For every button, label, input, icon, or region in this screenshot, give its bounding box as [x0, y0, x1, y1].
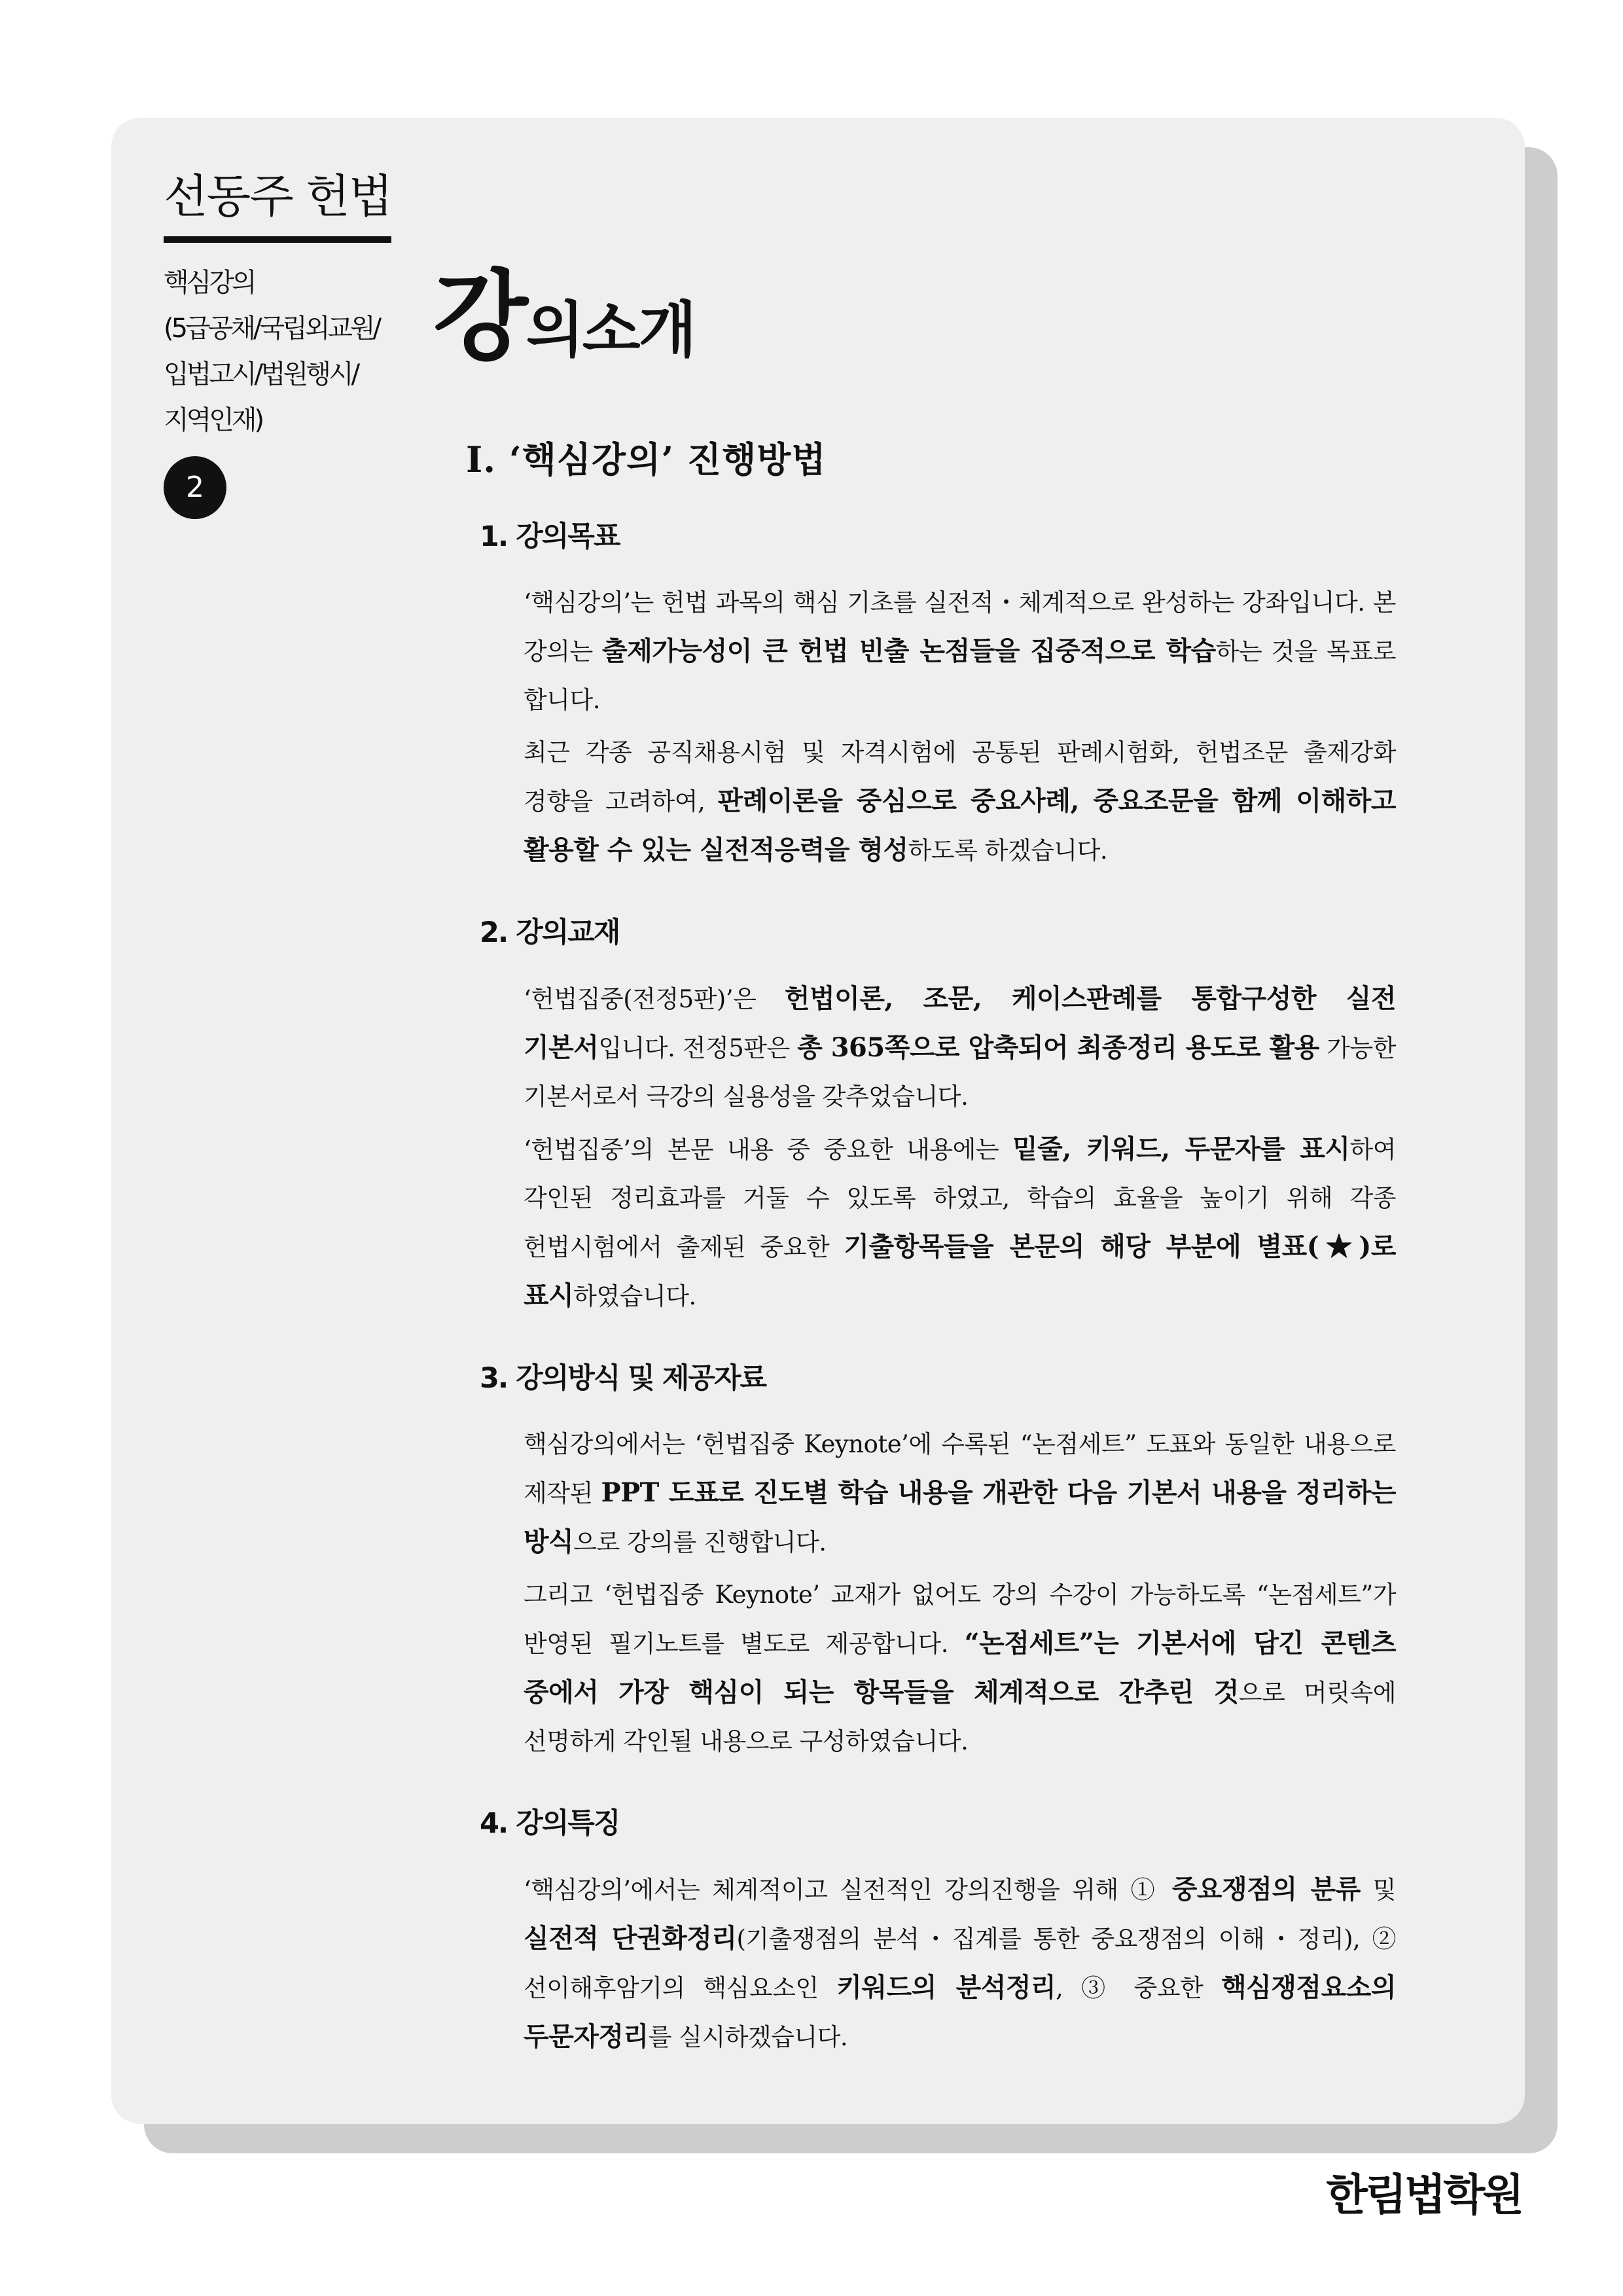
- sidebar: [164, 170, 438, 519]
- paragraph-text: ‘핵심강의’는 헌법 과목의 핵심 기초를 실전적・체계적으로 완성하는 강좌입니다. 본 강의는: [524, 588, 1396, 666]
- paragraph-text: 으로 강의를 진행합니다.: [573, 1528, 827, 1556]
- paragraph-text: ‘헌법집중’의 본문 내용 중 중요한 내용에는: [524, 1136, 1012, 1164]
- subsection: [480, 1804, 1396, 2062]
- subsection-heading: 4. 강의특징: [480, 1807, 620, 1840]
- subsection: [480, 1359, 1396, 1766]
- paragraph-text: 핵심강의에서는 ‘헌법집중 Keynote’에 수록된 “논점세트” 도표와 동일한 내용으로 제작된: [524, 1430, 1396, 1507]
- paragraph-text: 를 실시하겠습니다.: [648, 2023, 848, 2051]
- emphasis-text: PPT 도표로 진도별 학습 내용을 개관한 다음 기본서 내용을 정리하는 방식: [524, 1477, 1396, 1557]
- paragraph-text: 가능한 기본서로서 극강의 실용성을 갖추었습니다.: [524, 1034, 1396, 1111]
- paragraph-text: (기출쟁점의 분석・집계를 통한 중요쟁점의 이해・정리), ② 선이해후암기의 핵심요소인: [524, 1925, 1396, 2002]
- page-title: [433, 260, 695, 374]
- subsection: [480, 517, 1396, 875]
- book-title: 선동주 헌법: [164, 173, 391, 243]
- course-subtitle-line: 입법고시/법원행시/: [164, 359, 358, 389]
- paragraph-text: 하는 것을 목표로 합니다.: [524, 637, 1396, 714]
- body-paragraph: [524, 1865, 1396, 2062]
- page-number-badge: 2: [164, 456, 226, 519]
- course-subtitle: [164, 260, 438, 443]
- course-subtitle-line: 핵심강의: [164, 268, 255, 298]
- emphasis-text: 밑줄, 키워드, 두문자를 표시: [1012, 1134, 1350, 1164]
- emphasis-text: 실전적 단권화정리: [524, 1923, 737, 1954]
- course-subtitle-line: (5급공채/국립외교원/: [164, 314, 380, 344]
- paragraph-text: 입니다. 전정5판은: [598, 1034, 798, 1062]
- body-paragraph: [524, 1125, 1396, 1321]
- emphasis-text: 출제가능성이 큰 헌법 빈출 논점들을 집중적으로 학습: [602, 636, 1216, 666]
- subsection-heading: 1. 강의목표: [480, 520, 620, 553]
- emphasis-text: 핵심쟁점요소의 두문자정리: [524, 1972, 1396, 2052]
- emphasis-text: 판례이론을 중심으로 중요사례, 중요조문을 함께 이해하고 활용할 수 있는 실전적응력을 형성: [524, 785, 1396, 865]
- body-paragraph: [524, 975, 1396, 1121]
- emphasis-text: “논점세트”는 기본서에 담긴 콘텐츠 중에서 가장 핵심이 되는 항목들을 체계적으로 간추린 것: [524, 1628, 1396, 1708]
- body-paragraph: [524, 1420, 1396, 1567]
- emphasis-text: 키워드의 분석정리: [836, 1972, 1056, 2003]
- paragraph-text: 하였습니다.: [573, 1282, 696, 1310]
- body-paragraph: [524, 1571, 1396, 1766]
- academy-logo: 한림법학원: [1326, 2170, 1522, 2220]
- main-content: [480, 517, 1396, 2100]
- emphasis-text: 기출항목들을 본문의 해당 부분에 별표(★)로 표시: [524, 1231, 1396, 1311]
- body-paragraph: [524, 579, 1396, 725]
- paragraph-text: ‘핵심강의’에서는 체계적이고 실전적인 강의진행을 위해 ①: [524, 1876, 1172, 1904]
- subsection: [480, 913, 1396, 1321]
- paragraph-text: 하여 각인된 정리효과를 거둘 수 있도록 하였고, 학습의 효율을 높이기 위해 각종 헌법시험에서 출제된 중요한: [524, 1136, 1397, 1261]
- subsection-heading: 3. 강의방식 및 제공자료: [480, 1362, 766, 1395]
- paragraph-text: 그리고 ‘헌법집중 Keynote’ 교재가 없어도 강의 수강이 가능하도록 “논점세트”가 반영된 필기노트를 별도로 제공합니다.: [524, 1581, 1396, 1658]
- paragraph-text: ‘헌법집중(전정5판)’은: [524, 985, 785, 1013]
- emphasis-text: 총 365쪽으로 압축되어 최종정리 용도로 활용: [797, 1032, 1319, 1063]
- subsection-heading: 2. 강의교재: [480, 916, 620, 949]
- section-heading: Ⅰ. ‘핵심강의’ 진행방법: [466, 439, 827, 480]
- page-title-initial: 강: [433, 260, 526, 374]
- course-subtitle-line: 지역인재): [164, 405, 262, 435]
- paragraph-text: 으로 머릿속에 선명하게 각인될 내용으로 구성하였습니다.: [524, 1679, 1397, 1755]
- emphasis-text: 중요쟁점의 분류: [1171, 1874, 1361, 1905]
- paragraph-text: , ③ 중요한: [1056, 1974, 1222, 2002]
- page-title-rest: 의소개: [526, 295, 695, 365]
- paragraph-text: 최근 각종 공직채용시험 및 자격시험에 공통된 판례시험화, 헌법조문 출제강화 경향을 고려하여,: [524, 738, 1396, 816]
- body-paragraph: [524, 728, 1396, 875]
- paragraph-text: 및: [1360, 1876, 1397, 1904]
- paragraph-text: 하도록 하겠습니다.: [908, 836, 1108, 865]
- emphasis-text: 헌법이론, 조문, 케이스판례를 통합구성한 실전 기본서: [524, 983, 1396, 1063]
